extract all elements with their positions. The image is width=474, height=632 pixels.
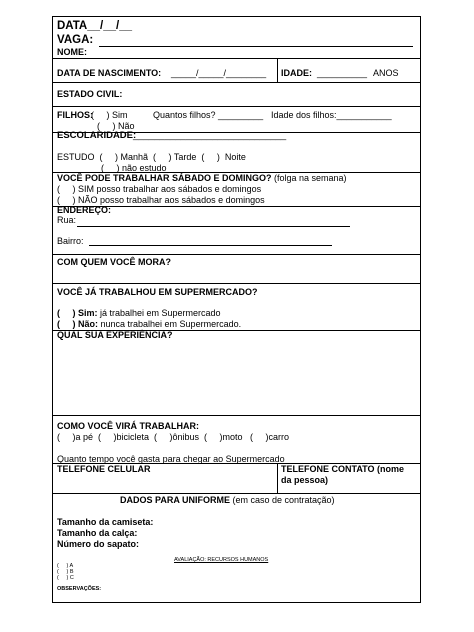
children-ages-field[interactable]: Idade dos filhos:___________ <box>271 110 392 120</box>
supermarket-yes-checkbox[interactable]: ( ) Sim: já trabalhei em Supermercado <box>57 308 221 318</box>
supermarket-no-checkbox[interactable]: ( ) Não: nunca trabalhei em Supermercado. <box>57 319 242 329</box>
age-label: IDADE: <box>281 68 312 78</box>
children-no-checkbox[interactable]: ( ) Não <box>97 121 135 131</box>
divider <box>277 463 278 493</box>
divider <box>53 254 420 255</box>
commute-time-label[interactable]: Quanto tempo você gasta para chegar ao Supermercado <box>57 454 285 464</box>
uniform-title: DADOS PARA UNIFORME (em caso de contratação) <box>120 495 335 505</box>
birthdate-label: DATA DE NASCIMENTO: <box>57 68 162 78</box>
date-field[interactable]: DATA__/__/__ <box>57 20 132 32</box>
vaga-line[interactable] <box>99 46 413 47</box>
not-studying-checkbox[interactable]: ( ) não estudo <box>101 163 167 173</box>
grade-c-checkbox[interactable]: ( ) C <box>57 575 74 581</box>
shirt-size-label[interactable]: Tamanho da camiseta: <box>57 517 154 527</box>
lives-with-question: COM QUEM VOCÊ MORA? <box>57 257 171 267</box>
pants-size-label[interactable]: Tamanho da calça: <box>57 528 138 538</box>
transport-question: COMO VOCÊ VIRÁ TRABALHAR: <box>57 421 199 431</box>
birthdate-blank[interactable]: _____/_____/________ <box>171 68 267 78</box>
divider <box>53 283 420 284</box>
grade-a-checkbox[interactable]: ( ) A <box>57 563 74 569</box>
district-label: Bairro: <box>57 236 84 246</box>
divider <box>53 106 420 107</box>
nome-label: NOME: <box>57 47 87 57</box>
street-line[interactable] <box>77 226 350 227</box>
weekend-no-checkbox[interactable]: ( ) NÃO posso trabalhar aos sábados e domingos <box>57 195 265 205</box>
education-blank[interactable]: _____________________________ <box>133 130 287 141</box>
supermarket-question: VOCÊ JÁ TRABALHOU EM SUPERMERCADO? <box>57 287 258 297</box>
weekend-question: VOCÊ PODE TRABALHAR SÁBADO E DOMINGO? (folga na semana) <box>57 173 347 183</box>
shoe-size-label[interactable]: Número do sapato: <box>57 539 140 549</box>
divider <box>53 493 420 494</box>
candidate-form <box>52 16 421 603</box>
contact-phone-label-2: da pessoa) <box>281 475 329 485</box>
vaga-label: VAGA: <box>57 34 94 46</box>
divider <box>53 415 420 416</box>
transport-options[interactable]: ( )a pé ( )bicicleta ( )ônibus ( )moto ( )carro <box>57 432 290 442</box>
children-yes-checkbox[interactable]: ( ) Sim <box>91 110 128 120</box>
experience-question: QUAL SUA EXPERIÊNCIA? <box>57 330 173 340</box>
children-label: FILHOS: <box>57 110 93 120</box>
years-label: ANOS <box>373 68 399 78</box>
study-period-options[interactable]: ESTUDO ( ) Manhã ( ) Tarde ( ) Noite <box>57 152 246 162</box>
grade-b-checkbox[interactable]: ( ) B <box>57 569 74 575</box>
observations-label: OBSERVAÇÕES: <box>57 586 102 592</box>
mobile-phone-label: TELEFONE CELULAR <box>57 464 151 474</box>
divider <box>277 58 278 82</box>
street-label: Rua: <box>57 215 77 225</box>
children-count-field[interactable]: Quantos filhos? _________ <box>153 110 264 120</box>
age-blank[interactable]: __________ <box>317 68 368 78</box>
marital-status-label: ESTADO CIVIL: <box>57 89 123 99</box>
education-label: ESCOLARIDADE: <box>57 130 137 141</box>
contact-phone-label: TELEFONE CONTATO (nome <box>281 464 404 474</box>
weekend-yes-checkbox[interactable]: ( ) SIM posso trabalhar aos sábados e domingos <box>57 184 262 194</box>
divider <box>53 58 420 59</box>
district-line[interactable] <box>89 245 332 246</box>
address-label: ENDEREÇO: <box>57 205 112 215</box>
divider <box>53 82 420 83</box>
evaluation-title: AVALIAÇÃO: RECURSOS HUMANOS <box>174 557 269 563</box>
